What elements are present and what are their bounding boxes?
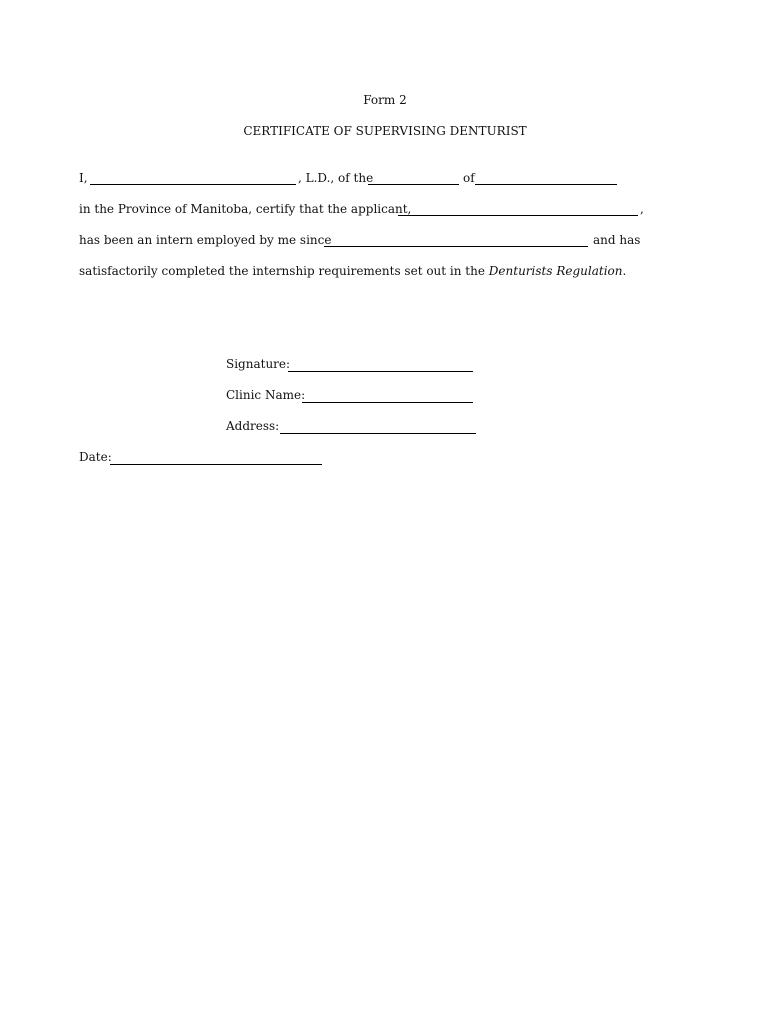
line1-mid: , L.D., of the xyxy=(298,171,374,185)
clinic-name-blank[interactable] xyxy=(302,402,473,403)
line3-text: has been an intern employed by me since xyxy=(79,233,332,247)
date-label: Date: xyxy=(79,450,112,464)
signature-blank[interactable] xyxy=(288,371,473,372)
address-label: Address: xyxy=(226,419,280,433)
form-number: Form 2 xyxy=(363,93,407,107)
line4-text: satisfactorily completed the internship requirements set out in the xyxy=(79,264,485,278)
line4 xyxy=(79,264,626,278)
line1-prefix: I, xyxy=(79,171,88,185)
line4-period: . xyxy=(622,264,627,278)
since-date-blank[interactable] xyxy=(324,246,588,247)
line1-of: of xyxy=(463,171,475,185)
name-blank[interactable] xyxy=(90,184,296,185)
line2-text: in the Province of Manitoba, certify that the applicant, xyxy=(79,202,412,216)
regulation-name: Denturists Regulation xyxy=(488,264,623,278)
form-title: CERTIFICATE OF SUPERVISING DENTURIST xyxy=(243,124,527,138)
line3-suffix: and has xyxy=(593,233,641,247)
location-blank[interactable] xyxy=(475,184,617,185)
signature-label: Signature: xyxy=(226,357,291,371)
city-blank[interactable] xyxy=(368,184,459,185)
address-blank[interactable] xyxy=(280,433,476,434)
line2-comma: , xyxy=(640,202,644,216)
applicant-blank[interactable] xyxy=(398,215,638,216)
clinic-name-label: Clinic Name: xyxy=(226,388,306,402)
date-blank[interactable] xyxy=(110,464,322,465)
